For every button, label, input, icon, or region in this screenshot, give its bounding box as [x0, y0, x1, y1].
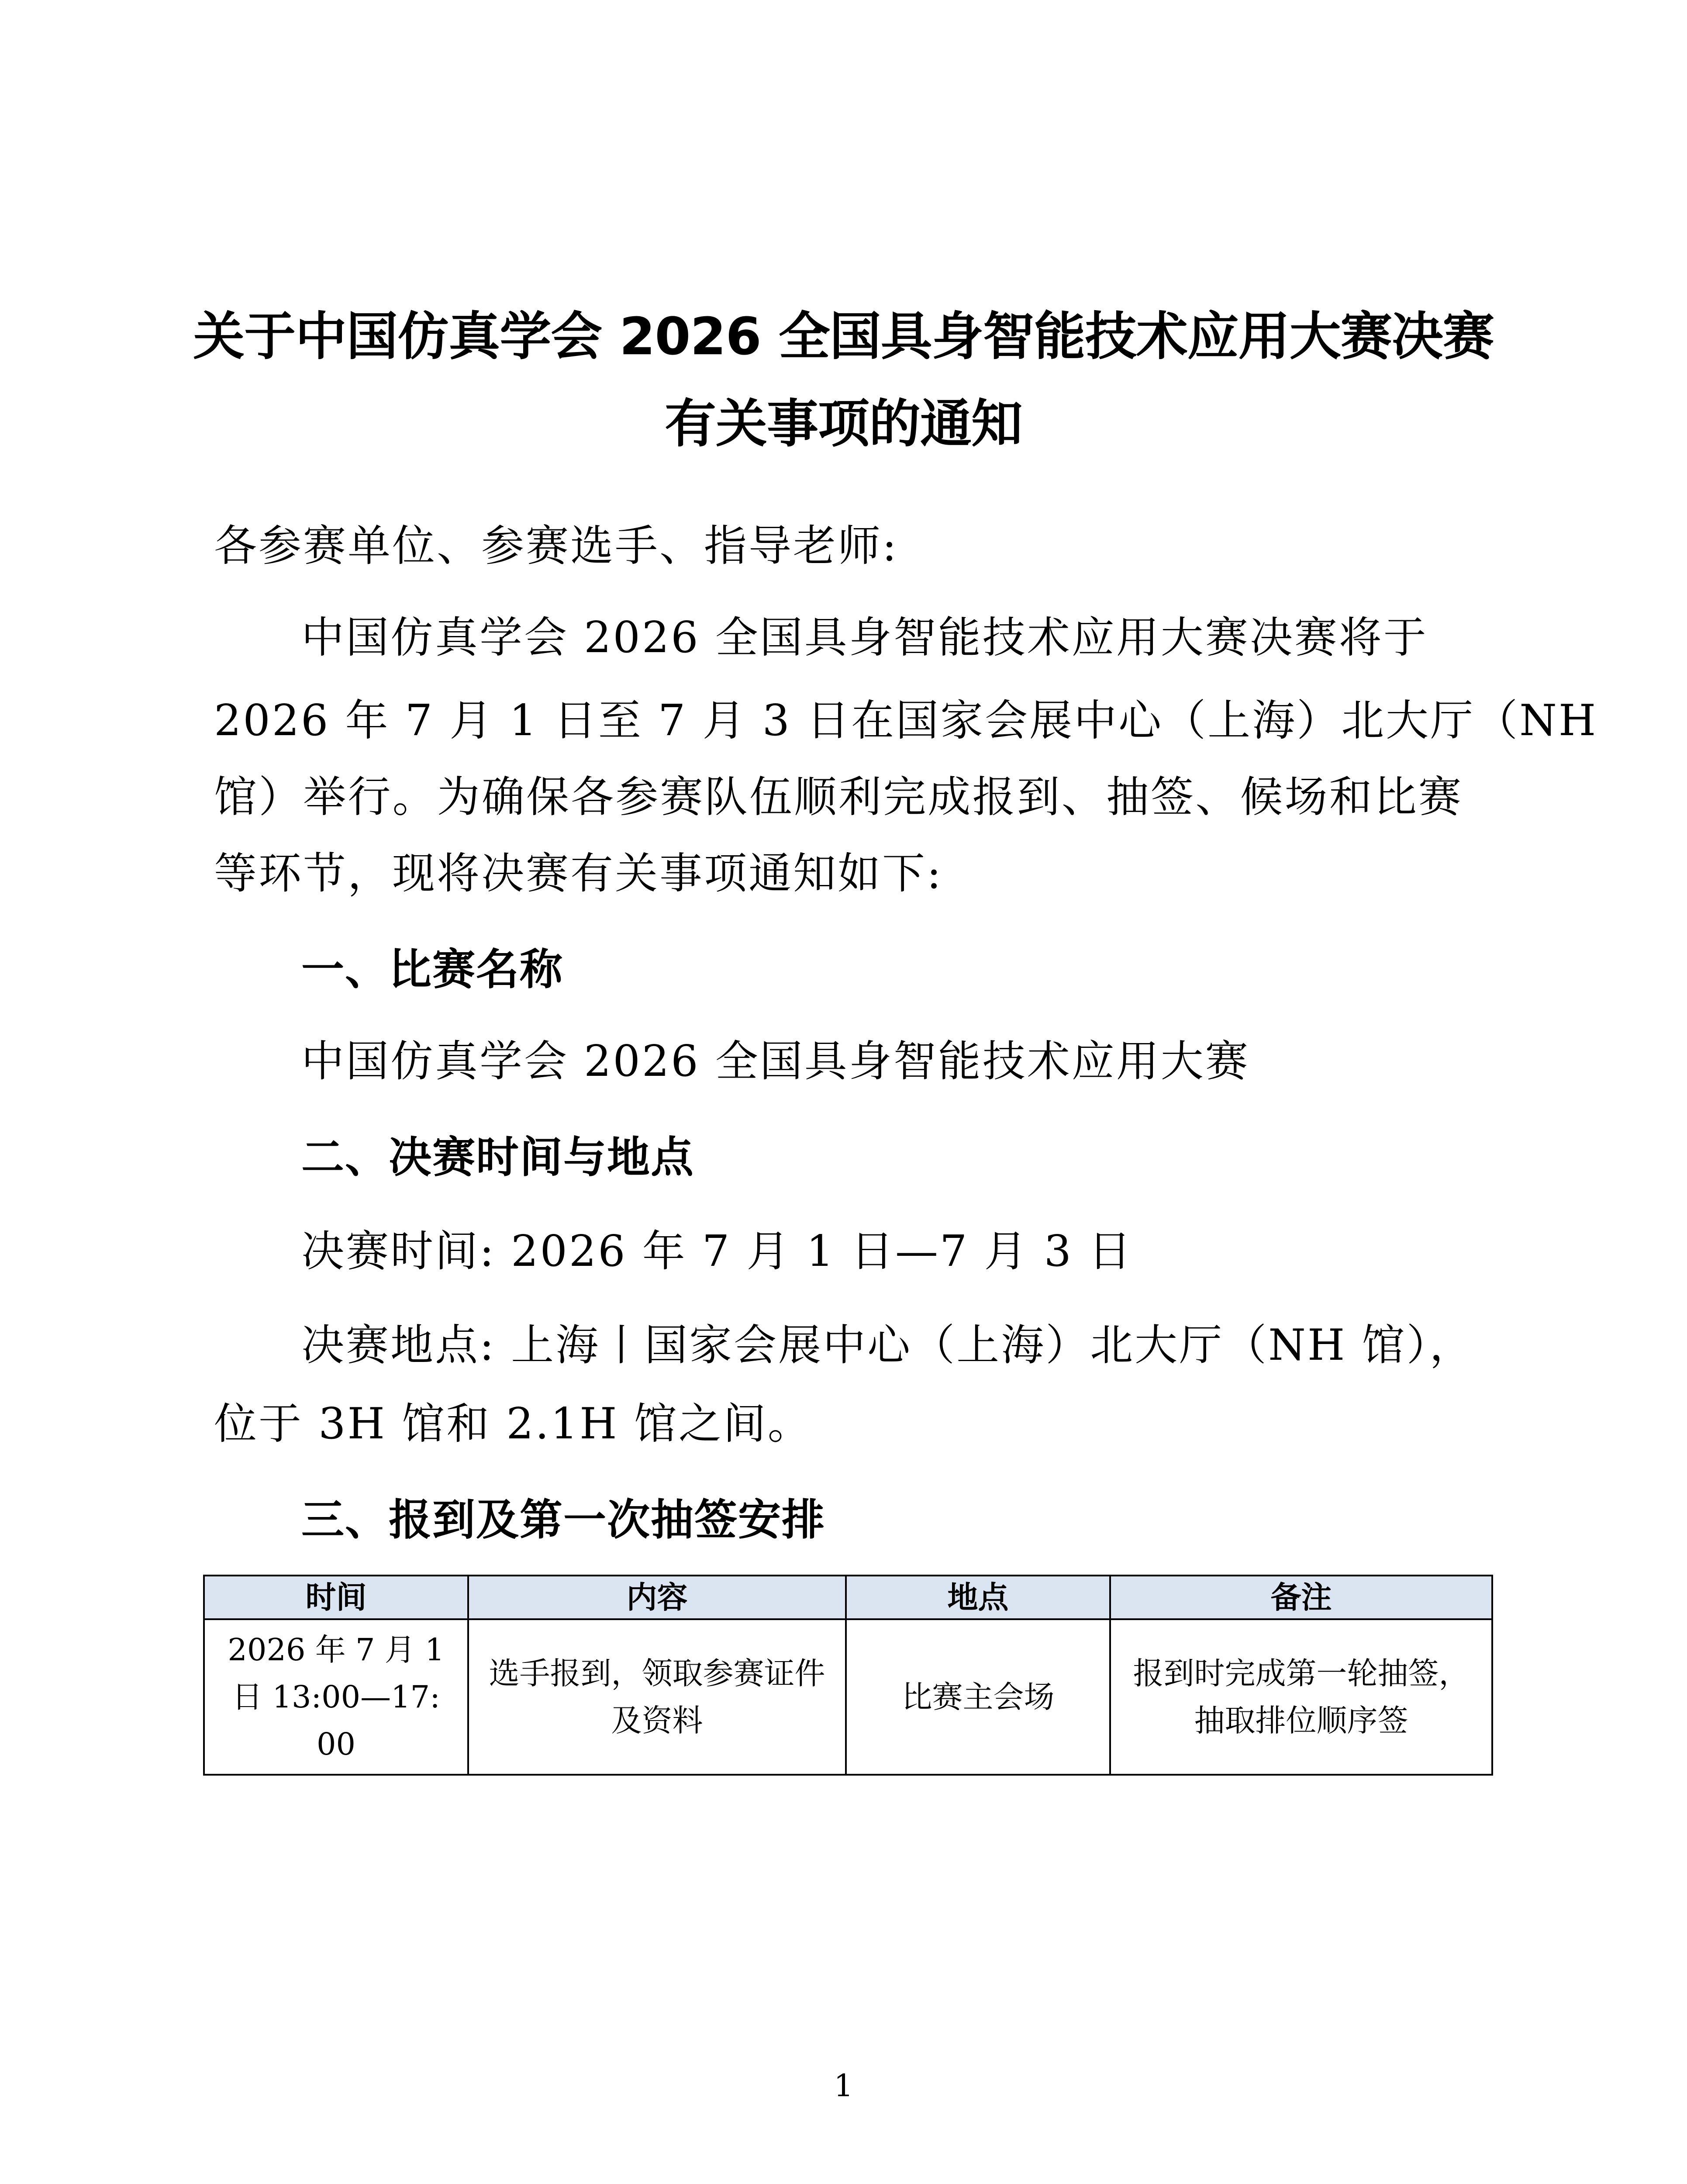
- notice-title-line-2: 有关事项的通知: [664, 394, 1022, 454]
- table-header-row: [204, 1576, 1492, 1619]
- section-2-heading: 二、决赛时间与地点: [301, 1133, 695, 1182]
- page-number: 1: [834, 2068, 853, 2104]
- intro-paragraph-line-3: 馆）举行。为确保各参赛队伍顺利完成报到、抽签、候场和比赛: [214, 772, 1463, 822]
- registration-schedule-table: [203, 1575, 1493, 1776]
- table-cell-remarks: 报到时完成第一轮抽签，抽取排位顺序签: [1110, 1619, 1492, 1775]
- section-3-heading: 三、报到及第一次抽签安排: [301, 1495, 826, 1545]
- section-1-heading: 一、比赛名称: [301, 945, 564, 995]
- intro-paragraph-line-4: 等环节，现将决赛有关事项通知如下:: [214, 849, 943, 898]
- section-1-text: 中国仿真学会 2026 全国具身智能技术应用大赛: [301, 1037, 1250, 1086]
- notice-title-line-1: 关于中国仿真学会 2026 全国具身智能技术应用大赛决赛: [193, 306, 1494, 366]
- intro-paragraph-line-2: 2026 年 7 月 1 日至 7 月 3 日在国家会展中心（上海）北大厅（NH: [214, 696, 1598, 746]
- section-2-location-line-1: 决赛地点: 上海丨国家会展中心（上海）北大厅（NH 馆），: [301, 1320, 1474, 1370]
- intro-paragraph-line-1: 中国仿真学会 2026 全国具身智能技术应用大赛决赛将于: [301, 613, 1428, 663]
- section-2-location-line-2: 位于 3H 馆和 2.1H 馆之间。: [214, 1399, 812, 1449]
- table-cell-content: 选手报到，领取参赛证件及资料: [468, 1619, 846, 1775]
- table-header-content: 内容: [468, 1576, 846, 1619]
- salutation: 各参赛单位、参赛选手、指导老师:: [214, 521, 899, 571]
- table-cell-time: 2026 年 7 月 1 日 13:00—17:00: [204, 1619, 468, 1775]
- table-row: [204, 1619, 1492, 1775]
- table-header-remarks: 备注: [1110, 1576, 1492, 1619]
- table-header-location: 地点: [846, 1576, 1110, 1619]
- table-cell-location: 比赛主会场: [846, 1619, 1110, 1775]
- section-2-time: 决赛时间: 2026 年 7 月 1 日—7 月 3 日: [301, 1227, 1133, 1276]
- table-header-time: 时间: [204, 1576, 468, 1619]
